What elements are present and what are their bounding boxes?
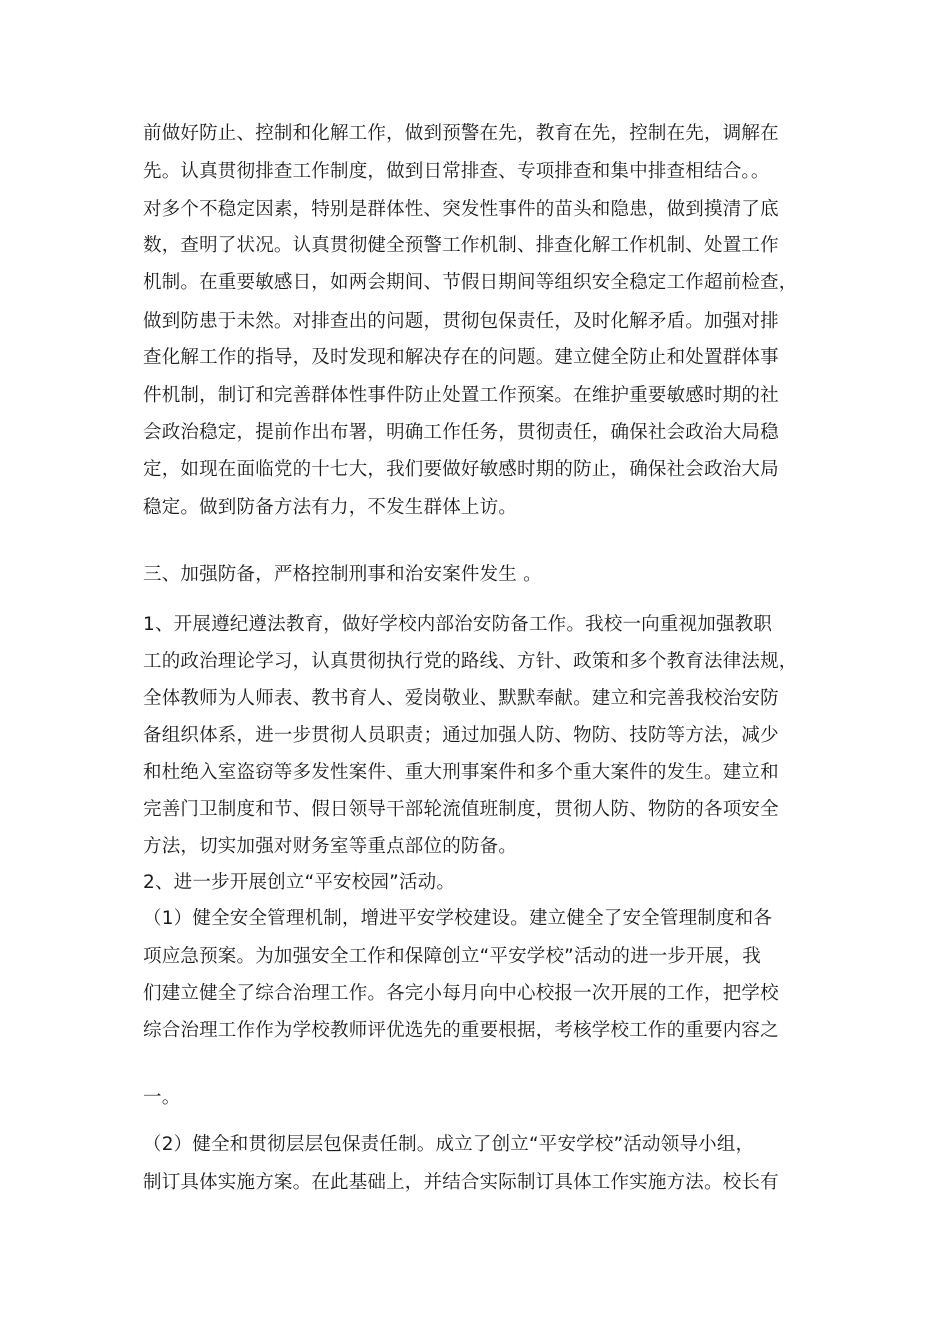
text-line: 前做好防止、控制和化解工作，做到预警在先，教育在先，控制在先，调解在 bbox=[143, 123, 779, 144]
text-line: 件机制，制订和完善群体性事件防止处置工作预案。在维护重要敏感时期的社 bbox=[143, 385, 779, 406]
section-heading: 三、加强防备，严格控制刑事和治安案件发生 。 bbox=[143, 564, 542, 585]
text-line: 制订具体实施方案。在此基础上，并结合实际制订具体工作实施方法。校长有 bbox=[143, 1172, 779, 1193]
text-line: 全体教师为人师表、教书育人、爱岗敬业、默默奉献。建立和完善我校治安防 bbox=[143, 688, 779, 709]
text-line: 1、开展遵纪遵法教育，做好学校内部治安防备工作。我校一向重视加强教职 bbox=[143, 614, 773, 635]
text-line: 和杜绝入室盗窃等多发性案件、重大刑事案件和多个重大案件的发生。建立和 bbox=[143, 762, 779, 783]
text-line: 查化解工作的指导，及时发现和解决存在的问题。建立健全防止和处置群体事 bbox=[143, 347, 779, 368]
text-line: 一。 bbox=[143, 1087, 181, 1108]
text-line: 工的政治理论学习，认真贯彻执行党的路线、方针、政策和多个教育法律法规， bbox=[143, 651, 798, 672]
text-line: 们建立健全了综合治理工作。各完小每月向中心校报一次开展的工作，把学校 bbox=[143, 983, 779, 1004]
text-line: 定，如现在面临党的十七大，我们要做好敏感时期的防止，确保社会政治大局 bbox=[143, 459, 779, 480]
text-line: 方法，切实加强对财务室等重点部位的防备。 bbox=[143, 836, 518, 857]
text-line: （1）健全安全管理机制，增进平安学校建设。建立健全了安全管理制度和各 bbox=[143, 908, 773, 929]
text-line: 先。认真贯彻排查工作制度，做到日常排查、专项排查和集中排查相结合。。 bbox=[143, 161, 770, 182]
text-line: 备组织体系，进一步贯彻人员职责；通过加强人防、物防、技防等方法，减少 bbox=[143, 725, 779, 746]
text-line: 稳定。做到防备方法有力，不发生群体上访。 bbox=[143, 497, 518, 518]
text-line: （2）健全和贯彻层层包保责任制。成立了创立“平安学校”活动领导小组， bbox=[143, 1134, 755, 1155]
text-line: 2、进一步开展创立“平安校园”活动。 bbox=[143, 872, 456, 893]
text-line: 完善门卫制度和节、假日领导干部轮流值班制度，贯彻人防、物防的各项安全 bbox=[143, 799, 779, 820]
text-line: 对多个不稳定因素，特别是群体性、突发性事件的苗头和隐患，做到摸清了底 bbox=[143, 199, 779, 220]
text-line: 会政治稳定，提前作出布署，明确工作任务，贯彻责任，确保社会政治大局稳 bbox=[143, 422, 779, 443]
text-line: 项应急预案。为加强安全工作和保障创立“平安学校”活动的进一步开展，我 bbox=[143, 946, 761, 967]
text-line: 数，查明了状况。认真贯彻健全预警工作机制、排查化解工作机制、处置工作 bbox=[143, 235, 779, 256]
text-line: 综合治理工作作为学校教师评优选先的重要根据，考核学校工作的重要内容之 bbox=[143, 1020, 779, 1041]
text-line: 机制。在重要敏感日，如两会期间、节假日期间等组织安全稳定工作超前检查， bbox=[143, 272, 798, 293]
text-line: 做到防患于未然。对排查出的问题，贯彻包保责任，及时化解矛盾。加强对排 bbox=[143, 311, 779, 332]
